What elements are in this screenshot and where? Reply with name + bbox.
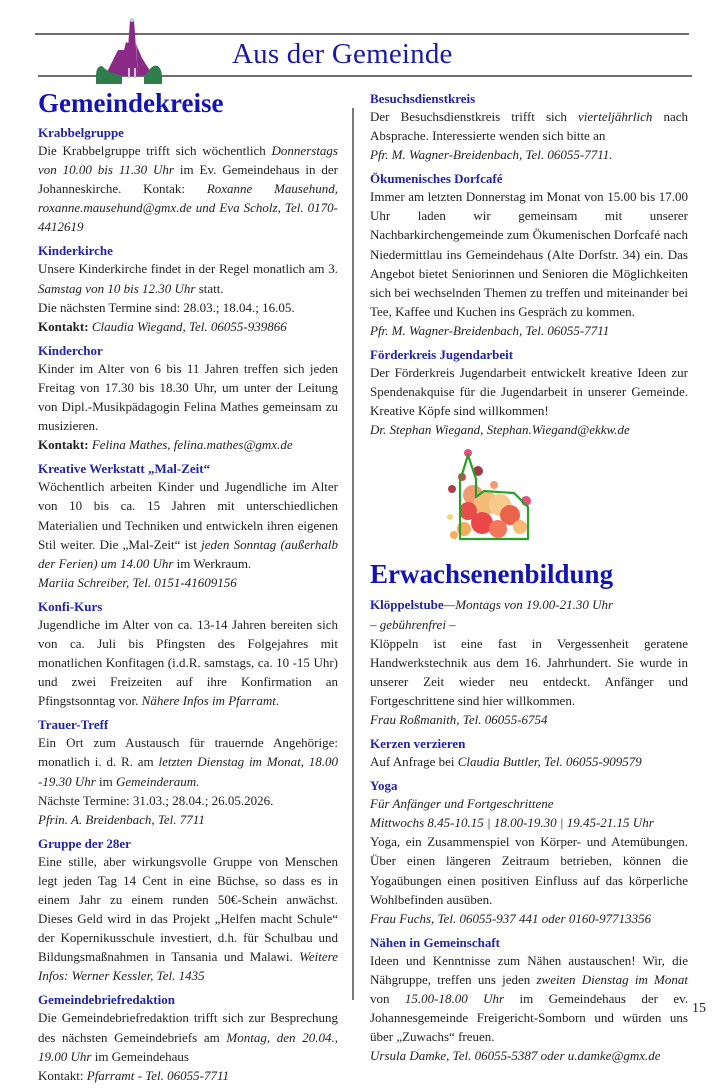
item-body: Kinder im Alter von 6 bis 11 Jahren treffen sich jeden Freitag von 17.30 bis 18.30 Uhr, um unter der Leitung von Dipl.-Musikpädagogin Felina Mathes gemeinsam zu musizieren. Kontakt: Felina Mathes, felina.mathes@gmx.de [38,360,338,453]
item-kinderkirche [38,242,338,335]
item-body: Eine stille, aber wirkungsvolle Gruppe von Menschen legt jeden Tag 14 Cent in eine Büchse, so dass es in einem Jahr zu einem runden 50€-Schein anwächst. Dieses Geld wird in das Projekt „Helfen macht Schule“ der Kopernikusschule investiert, d.h. für Schulbau und Bildungsmaßnahmen in Tansania und Malawi. Weitere Infos: Werner Kessler, Tel. 1435 [38,853,338,984]
left-column [38,86,338,1091]
right-column [370,90,688,1071]
item-body: Die Krabbelgruppe trifft sich wöchentlich Donnerstags von 10.00 bis 11.30 Uhr im Ev. Gemeindehaus in der Johanneskirche. Kontak: Roxanne Mausehund, roxanne.mausehund@gmx.de und Eva Scholz, Tel. 0170-4412619 [38,143,338,235]
item-body: Ein Ort zum Austausch für trauernde Angehörige: monatlich i. d. R. am letzten Dienstag im Monat, 18.00 -19.30 Uhr im Gemeinderaum. Nächste Termine: 31.03.; 28.04.; 26.05.2026. Pfrin. A. Breidenbach, Tel. 7711 [38,735,338,827]
section-title-erwachsenenbildung: Erwachsenenbildung [370,559,614,590]
item-body: Immer am letzten Donnerstag im Monat von 15.00 bis 17.00 Uhr laden wir gemeinsam mit unserer Nachbarkirchengemeinde zum Ökumenischen Dorfcafé nach Niedermittlau ins Gemeindehaus (Alte Dorfstr. 34) ein. Das Angebot bietet Seniorinnen und Senioren die Möglichkeiten sich bei wechselnden Themen zu treffen und miteinander bei Tee, Kaffee und Kuchen ins Gespräch zu kommen. Pfr. M. Wagner-Breidenbach, Tel. 06055-7711 [370,189,688,338]
section-title-gemeindekreise: Gemeindekreise [38,88,224,118]
item-kloeppelstube: Klöppelstube—Montags von 19.00-21.30 Uhr – gebührenfrei – Klöppeln ist eine fast in Vergessenheit geratene Handwerkstechnik aus dem 16. Jahrhundert. Sie wurde in unserer Zeit wieder neu entdeckt. Anfänger und Fortgeschrittene sind hier willkommen. Frau Roßmanith, Tel. 06055-6754 [370,595,688,729]
item-title: Kinderchor [38,342,103,358]
item-title: Gruppe der 28er [38,835,131,851]
item-foerderkreis-jugendarbeit [370,346,688,439]
item-title: Nähen in Gemeinschaft [370,934,500,950]
item-title: Kinderkirche [38,243,113,259]
item-title: Besuchsdienstkreis [370,91,476,106]
item-title: Krabbelgruppe [38,125,124,140]
item-krabbelgruppe [38,124,338,236]
item-title: Kreative Werkstatt „Mal-Zeit“ [38,461,211,477]
watercolor-church-icon [438,445,548,545]
item-gruppe-der-28er [38,835,338,986]
item-oekumenisches-dorfcafe [370,170,688,340]
item-body: Der Besuchsdienstkreis trifft sich vierteljährlich nach Absprache. Interessierte wenden sich bitte an Pfr. M. Wagner-Breidenbach, Tel. 06055-7711. [370,109,688,163]
item-title: Trauer-Treff [38,717,109,733]
item-kreative-werkstatt [38,460,338,592]
item-naehen-in-gemeinschaft [370,934,688,1066]
item-body: Jugendliche im Alter von ca. 13-14 Jahren bereiten sich von ca. Juli bis Pfingsten des Folgejahres mit monatlichen Konfitagen (i.d.R. samstags, ca. 10 -15 Uhr) und zwei Freizeiten auf ihre Konfirmation an Pfingstsonntag vor. Nähere Infos im Pfarramt. [38,616,338,709]
item-body: Ideen und Kenntnisse zum Nähen austauschen! Wir, die Nähgruppe, treffen uns jeden zweiten Dienstag im Monat von 15.00-18.00 Uhr im Gemeindehaus der ev. Johannesgemeinde Freigericht-Somborn und würden uns über „Zuwachs“ freuen. Ursula Damke, Tel. 06055-5387 oder u.damke@gmx.de [370,952,689,1064]
item-kinderchor [38,342,338,454]
item-body: Wöchentlich arbeiten Kinder und Jugendliche im Alter von 10 bis ca. 15 Jahren mit unterschiedlichen Materialien und Techniken und entwickeln ihren eigenen Stil weiter. Die „Mal-Zeit“ ist jeden Sonntag (außerhalb der Ferien) um 14.00 Uhr im Werkraum. Mariia Schreiber, Tel. 0151-41609156 [38,479,338,590]
item-title: Klöppelstube [370,597,444,613]
page-title: Aus der Gemeinde [232,38,453,70]
column-divider [352,108,354,1000]
item-body: Die Gemeindebriefredaktion trifft sich zur Besprechung des nächsten Gemeindebriefs am Montag, den 20.04., 19.00 Uhr im Gemeindehaus Kontakt: Pfarramt - Tel. 06055-7711 [38,1010,338,1083]
item-title: Yoga [370,778,398,794]
item-title: Förderkreis Jugendarbeit [370,347,514,363]
item-title: Kerzen verzieren [370,736,466,752]
item-title: Konfi-Kurs [38,598,103,614]
item-konfi-kurs [38,598,338,710]
item-besuchsdienstkreis [370,90,688,164]
item-body: Der Förderkreis Jugendarbeit entwickelt kreative Ideen zur Spendenakquise für die Jugendarbeit in unserer Gemeinde. Kreative Köpfe sind willkommen! Dr. Stephan Wiegand, Stephan.Wiegand@ekkw.de [370,365,688,438]
item-yoga [370,777,688,928]
item-body: Unsere Kinderkirche findet in der Regel monatlich am 3. Samstag von 10 bis 12.30 Uhr statt. Die nächsten Termine sind: 28.03.; 18.04.; 16.05. Kontakt: Claudia Wiegand, Tel. 06055-939866 [38,261,338,334]
item-kerzen-verzieren [370,735,688,771]
item-body: Auf Anfrage bei Claudia Buttler, Tel. 06055-909579 [370,754,642,770]
item-body: – gebührenfrei – Klöppeln ist eine fast in Vergessenheit geratene Handwerkstechnik aus dem 16. Jahrhundert. Sie wurde in unserer Zeit wieder neu entdeckt. Anfänger und Fortgeschrittene sind hier willkommen. Frau Roßmanith, Tel. 06055-6754 [370,616,688,727]
item-title: Ökumenisches Dorfcafé [370,171,503,187]
item-gemeindebriefredaktion [38,991,338,1084]
page-number: 15 [692,1001,706,1016]
church-logo-icon [78,14,178,86]
item-trauer-treff [38,716,338,828]
item-title: Gemeindebriefredaktion [38,992,175,1008]
item-body: Für Anfänger und Fortgeschrittene Mittwochs 8.45-10.15 | 18.00-19.30 | 19.45-21.15 Uhr Yoga, ein Zusammenspiel von Körper- und Atemübungen. Über einen längeren Zeitraum betrieben, können die Yogaübungen einen positiven Einfluss auf das körperliche Wohlbefinden ausüben. Frau Fuchs, Tel. 06055-937 441 oder 0160-97713356 [370,796,688,926]
